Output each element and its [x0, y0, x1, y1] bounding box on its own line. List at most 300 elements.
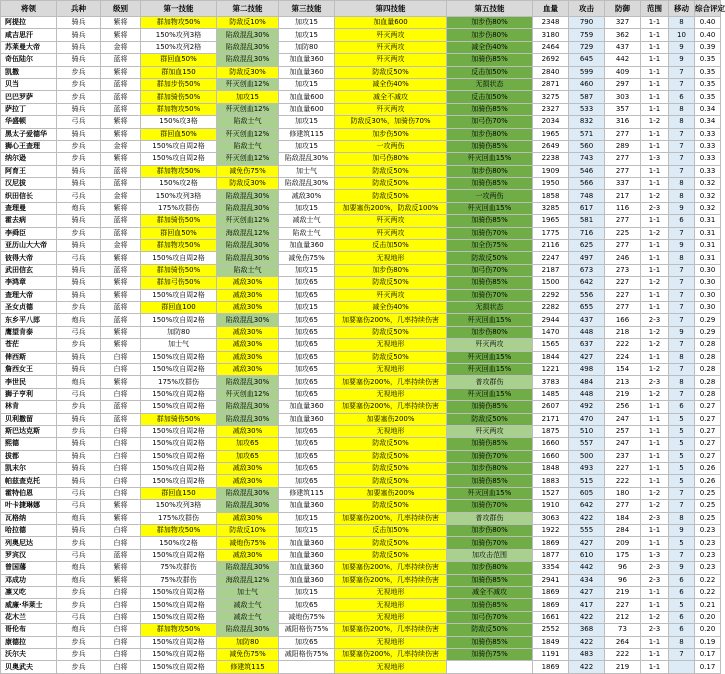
- table-row[interactable]: [1, 91, 721, 103]
- troop-type-cell: 骑兵: [57, 178, 101, 190]
- column-header[interactable]: 防御: [605, 1, 641, 17]
- table-row[interactable]: [1, 376, 721, 388]
- general-name-cell: 圣女贞德: [1, 301, 57, 313]
- rank-cell: 蓝将: [101, 165, 141, 177]
- range-value-cell: 2-3: [641, 574, 669, 586]
- skill-2-cell: 歼灭创血12%: [217, 128, 279, 140]
- skill-1-cell: 群加血150: [141, 66, 217, 78]
- rating-value-cell: 0.25: [695, 487, 721, 499]
- table-body: [1, 17, 721, 674]
- general-name-cell: 花木兰: [1, 611, 57, 623]
- skill-5-cell: 无损状态: [447, 78, 533, 90]
- defense-value-cell: 237: [605, 450, 641, 462]
- move-value-cell: 7: [669, 388, 695, 400]
- skill-5-cell: 加攻击范围: [447, 549, 533, 561]
- defense-value-cell: 222: [605, 339, 641, 351]
- skill-1-cell: 150%攻自周2格: [141, 648, 217, 660]
- table-row[interactable]: [1, 314, 721, 326]
- range-value-cell: 1-2: [641, 487, 669, 499]
- attack-value-cell: 555: [569, 525, 605, 537]
- hp-value-cell: 2649: [533, 140, 569, 152]
- table-row[interactable]: [1, 78, 721, 90]
- hp-value-cell: 2327: [533, 103, 569, 115]
- troop-type-cell: 骑兵: [57, 475, 101, 487]
- rank-cell: 紫将: [101, 66, 141, 78]
- skill-1-cell: 75%攻群伤: [141, 574, 217, 586]
- defense-value-cell: 222: [605, 475, 641, 487]
- move-value-cell: 7: [669, 153, 695, 165]
- skill-1-cell: 150%攻自周2格: [141, 549, 217, 561]
- table-row[interactable]: [1, 153, 721, 165]
- troop-type-cell: 骑兵: [57, 165, 101, 177]
- hp-value-cell: 1950: [533, 178, 569, 190]
- troop-type-cell: 弓兵: [57, 611, 101, 623]
- defense-value-cell: 154: [605, 363, 641, 375]
- general-name-cell: 霍特伯恩: [1, 487, 57, 499]
- troop-type-cell: 骑兵: [57, 463, 101, 475]
- skill-4-cell: 防敌反50%: [335, 450, 447, 462]
- table-row[interactable]: [1, 339, 721, 351]
- defense-value-cell: 184: [605, 512, 641, 524]
- skill-1-cell: 群加物攻50%: [141, 525, 217, 537]
- move-value-cell: 6: [669, 624, 695, 636]
- skill-5-cell: 普攻群伤: [447, 376, 533, 388]
- skill-5-cell: 歼灭回血15%: [447, 351, 533, 363]
- skill-1-cell: 150%攻列3格: [141, 190, 217, 202]
- hp-value-cell: 1470: [533, 326, 569, 338]
- skill-5-cell: 加骑伤85%: [447, 574, 533, 586]
- general-name-cell: 李世民: [1, 376, 57, 388]
- range-value-cell: 2-3: [641, 624, 669, 636]
- range-value-cell: 2-3: [641, 202, 669, 214]
- attack-value-cell: 483: [569, 648, 605, 660]
- skill-5-cell: 歼灭回血15%: [447, 153, 533, 165]
- skill-3-cell: 修建筑115: [279, 128, 335, 140]
- skill-5-cell: 加骑伤85%: [447, 140, 533, 152]
- move-value-cell: 7: [669, 78, 695, 90]
- table-row[interactable]: [1, 227, 721, 239]
- rating-value-cell: 0.33: [695, 140, 721, 152]
- range-value-cell: 1-2: [641, 500, 669, 512]
- skill-4-cell: 防敌反50%: [335, 537, 447, 549]
- skill-2-cell: 加攻65: [217, 438, 279, 450]
- range-value-cell: 1-1: [641, 91, 669, 103]
- table-row[interactable]: [1, 252, 721, 264]
- skill-2-cell: 陷敌混乱30%: [217, 624, 279, 636]
- hp-value-cell: 1500: [533, 277, 569, 289]
- general-name-cell: 彼得大帝: [1, 252, 57, 264]
- troop-type-cell: 骑兵: [57, 54, 101, 66]
- table-row[interactable]: [1, 401, 721, 413]
- table-row[interactable]: [1, 116, 721, 128]
- hp-value-cell: 1660: [533, 438, 569, 450]
- move-value-cell: 6: [669, 586, 695, 598]
- defense-value-cell: 277: [605, 301, 641, 313]
- skill-3-cell: 加攻15: [279, 29, 335, 41]
- move-value-cell: 7: [669, 227, 695, 239]
- attack-value-cell: 557: [569, 438, 605, 450]
- column-header[interactable]: 第一技能: [141, 1, 217, 17]
- skill-4-cell: 防敌反50%: [335, 438, 447, 450]
- defense-value-cell: 218: [605, 326, 641, 338]
- skill-1-cell: 150%攻自周2格: [141, 140, 217, 152]
- column-header[interactable]: 攻击: [569, 1, 605, 17]
- range-value-cell: 1-2: [641, 116, 669, 128]
- range-value-cell: 1-3: [641, 549, 669, 561]
- defense-value-cell: 225: [605, 227, 641, 239]
- table-row[interactable]: [1, 277, 721, 289]
- attack-value-cell: 587: [569, 91, 605, 103]
- table-row[interactable]: [1, 29, 721, 41]
- table-row[interactable]: [1, 351, 721, 363]
- attack-value-cell: 422: [569, 512, 605, 524]
- defense-value-cell: 73: [605, 624, 641, 636]
- rank-cell: 白将: [101, 450, 141, 462]
- table-row[interactable]: [1, 178, 721, 190]
- skill-4-cell: 无视地形: [335, 363, 447, 375]
- range-value-cell: 1-1: [641, 351, 669, 363]
- skill-1-cell: 150%攻自周2格: [141, 611, 217, 623]
- skill-1-cell: 群加物攻50%: [141, 103, 217, 115]
- rank-cell: 紫将: [101, 277, 141, 289]
- skill-5-cell: 加步伤80%: [447, 463, 533, 475]
- hp-value-cell: 2034: [533, 116, 569, 128]
- skill-1-cell: 150%攻自周2格: [141, 314, 217, 326]
- table-row[interactable]: [1, 611, 721, 623]
- table-row[interactable]: [1, 549, 721, 561]
- skill-2-cell: 减免伤75%: [217, 165, 279, 177]
- header-row: [1, 1, 721, 17]
- attack-value-cell: 556: [569, 289, 605, 301]
- skill-5-cell: [447, 661, 533, 673]
- general-name-cell: 霍去病: [1, 215, 57, 227]
- table-row[interactable]: [1, 438, 721, 450]
- range-value-cell: 1-1: [641, 264, 669, 276]
- skill-3-cell: 加攻65: [279, 475, 335, 487]
- column-header[interactable]: 级别: [101, 1, 141, 17]
- troop-type-cell: 弓兵: [57, 116, 101, 128]
- move-value-cell: 7: [669, 66, 695, 78]
- skill-4-cell: 一攻两伤: [335, 140, 447, 152]
- column-header[interactable]: 血量: [533, 1, 569, 17]
- rank-cell: 白将: [101, 636, 141, 648]
- skill-5-cell: 歼灭回血15%: [447, 487, 533, 499]
- hp-value-cell: 2944: [533, 314, 569, 326]
- column-header[interactable]: 范围: [641, 1, 669, 17]
- rating-value-cell: 0.28: [695, 363, 721, 375]
- skill-4-cell: 加要塞伤200%，几率持续伤害: [335, 512, 447, 524]
- rating-value-cell: 0.35: [695, 78, 721, 90]
- table-row[interactable]: [1, 413, 721, 425]
- skill-1-cell: 群加物攻50%: [141, 17, 217, 29]
- general-name-cell: 黑太子爱德华: [1, 128, 57, 140]
- skill-3-cell: 加攻15: [279, 78, 335, 90]
- table-row[interactable]: [1, 301, 721, 313]
- column-header[interactable]: 移动: [669, 1, 695, 17]
- defense-value-cell: 246: [605, 252, 641, 264]
- move-value-cell: 7: [669, 264, 695, 276]
- table-row[interactable]: [1, 165, 721, 177]
- table-row[interactable]: [1, 624, 721, 636]
- rank-cell: 蓝将: [101, 413, 141, 425]
- range-value-cell: 1-1: [641, 537, 669, 549]
- table-row[interactable]: [1, 41, 721, 53]
- table-row[interactable]: [1, 463, 721, 475]
- hp-value-cell: 1883: [533, 475, 569, 487]
- rating-value-cell: 0.33: [695, 153, 721, 165]
- skill-3-cell: 加攻15: [279, 301, 335, 313]
- rating-value-cell: 0.27: [695, 438, 721, 450]
- column-header[interactable]: 兵种: [57, 1, 101, 17]
- skill-5-cell: 加弓伤70%: [447, 264, 533, 276]
- column-header[interactable]: 第四技能: [335, 1, 447, 17]
- range-value-cell: 1-1: [641, 475, 669, 487]
- skill-2-cell: 陷敌混乱30%: [217, 500, 279, 512]
- table-row[interactable]: [1, 388, 721, 400]
- table-row[interactable]: [1, 190, 721, 202]
- skill-4-cell: 防敌反50%: [335, 549, 447, 561]
- troop-type-cell: 弓兵: [57, 549, 101, 561]
- skill-1-cell: 150%攻自周2格: [141, 153, 217, 165]
- skill-5-cell: 歼灭回血15%: [447, 314, 533, 326]
- rating-value-cell: 0.27: [695, 425, 721, 437]
- skill-4-cell: 加要塞伤200%，几率持续伤害: [335, 562, 447, 574]
- rank-cell: 蓝将: [101, 401, 141, 413]
- skill-5-cell: 防敌反50%: [447, 252, 533, 264]
- move-value-cell: 9: [669, 202, 695, 214]
- column-header[interactable]: 第二技能: [217, 1, 279, 17]
- skill-5-cell: 防敌反50%: [447, 624, 533, 636]
- hp-value-cell: 3354: [533, 562, 569, 574]
- table-row[interactable]: [1, 54, 721, 66]
- hp-value-cell: 1660: [533, 450, 569, 462]
- rating-value-cell: 0.26: [695, 475, 721, 487]
- attack-value-cell: 645: [569, 54, 605, 66]
- skill-1-cell: 群加物攻50%: [141, 624, 217, 636]
- table-row[interactable]: [1, 264, 721, 276]
- table-row[interactable]: [1, 636, 721, 648]
- defense-value-cell: 264: [605, 636, 641, 648]
- skill-5-cell: 加步伤80%: [447, 17, 533, 29]
- table-row[interactable]: [1, 326, 721, 338]
- rating-value-cell: 0.30: [695, 264, 721, 276]
- table-row[interactable]: [1, 562, 721, 574]
- table-row[interactable]: [1, 450, 721, 462]
- skill-2-cell: 陷敌混乱30%: [217, 190, 279, 202]
- skill-5-cell: 一攻两伤: [447, 190, 533, 202]
- skill-2-cell: 陷敌混乱30%: [217, 54, 279, 66]
- skill-2-cell: 陷敌士气: [217, 116, 279, 128]
- troop-type-cell: 骑兵: [57, 103, 101, 115]
- defense-value-cell: 219: [605, 388, 641, 400]
- troop-type-cell: 骑兵: [57, 264, 101, 276]
- troop-type-cell: 步兵: [57, 91, 101, 103]
- range-value-cell: 1-2: [641, 388, 669, 400]
- defense-value-cell: 437: [605, 41, 641, 53]
- skill-4-cell: 减全不减攻: [335, 91, 447, 103]
- attack-value-cell: 510: [569, 425, 605, 437]
- column-header[interactable]: 第三技能: [279, 1, 335, 17]
- hp-value-cell: 1221: [533, 363, 569, 375]
- table-row[interactable]: [1, 202, 721, 214]
- range-value-cell: 1-1: [641, 66, 669, 78]
- general-name-cell: 哥伦布: [1, 624, 57, 636]
- range-value-cell: 1-1: [641, 178, 669, 190]
- skill-4-cell: 防敌反50%: [335, 500, 447, 512]
- table-row[interactable]: [1, 487, 721, 499]
- attack-value-cell: 743: [569, 153, 605, 165]
- table-row[interactable]: [1, 574, 721, 586]
- table-row[interactable]: [1, 661, 721, 673]
- skill-4-cell: 无视地形: [335, 661, 447, 673]
- hp-value-cell: 1869: [533, 586, 569, 598]
- range-value-cell: 1-1: [641, 78, 669, 90]
- troop-type-cell: 炮兵: [57, 624, 101, 636]
- hp-value-cell: 1527: [533, 487, 569, 499]
- range-value-cell: 1-1: [641, 128, 669, 140]
- hp-value-cell: 1858: [533, 190, 569, 202]
- skill-2-cell: 减敌30%: [217, 339, 279, 351]
- defense-value-cell: 175: [605, 549, 641, 561]
- move-value-cell: 6: [669, 215, 695, 227]
- skill-1-cell: 150%攻自周2格: [141, 475, 217, 487]
- skill-4-cell: 防敌反50%: [335, 277, 447, 289]
- skill-2-cell: 陷敌混乱30%: [217, 314, 279, 326]
- skill-4-cell: 防敌反50%: [335, 351, 447, 363]
- attack-value-cell: 599: [569, 66, 605, 78]
- skill-3-cell: 加攻15: [279, 202, 335, 214]
- general-name-cell: 凯末尔: [1, 463, 57, 475]
- range-value-cell: 1-1: [641, 54, 669, 66]
- skill-3-cell: 加攻65: [279, 376, 335, 388]
- skill-3-cell: 陷敌混乱30%: [279, 153, 335, 165]
- skill-5-cell: 加步伤80%: [447, 165, 533, 177]
- move-value-cell: 5: [669, 450, 695, 462]
- rank-cell: 蓝将: [101, 301, 141, 313]
- rank-cell: 金将: [101, 190, 141, 202]
- table-row[interactable]: [1, 525, 721, 537]
- rating-value-cell: 0.28: [695, 388, 721, 400]
- skill-1-cell: 加士气: [141, 339, 217, 351]
- attack-value-cell: 434: [569, 574, 605, 586]
- troop-type-cell: 骑兵: [57, 240, 101, 252]
- table-row[interactable]: [1, 363, 721, 375]
- troop-type-cell: 步兵: [57, 66, 101, 78]
- table-row[interactable]: [1, 128, 721, 140]
- skill-4-cell: 防敌反50%: [335, 475, 447, 487]
- range-value-cell: 2-3: [641, 376, 669, 388]
- general-name-cell: 汉尼拔: [1, 178, 57, 190]
- troop-type-cell: 步兵: [57, 599, 101, 611]
- skill-4-cell: 防敌反30%，加骑伤70%: [335, 116, 447, 128]
- rating-value-cell: 0.29: [695, 326, 721, 338]
- range-value-cell: 1-1: [641, 525, 669, 537]
- general-name-cell: 列奥尼达: [1, 537, 57, 549]
- attack-value-cell: 533: [569, 103, 605, 115]
- general-name-cell: 阿提拉: [1, 17, 57, 29]
- defense-value-cell: 257: [605, 425, 641, 437]
- rank-cell: 白将: [101, 599, 141, 611]
- table-row[interactable]: [1, 586, 721, 598]
- attack-value-cell: 492: [569, 401, 605, 413]
- skill-1-cell: 175%攻群伤: [141, 376, 217, 388]
- skill-2-cell: 歼灭创血12%: [217, 215, 279, 227]
- table-row[interactable]: [1, 17, 721, 29]
- range-value-cell: 1-1: [641, 413, 669, 425]
- table-row[interactable]: [1, 512, 721, 524]
- general-name-cell: 贝当: [1, 78, 57, 90]
- skill-5-cell: 加骑伤70%: [447, 537, 533, 549]
- hp-value-cell: 1849: [533, 636, 569, 648]
- move-value-cell: 5: [669, 599, 695, 611]
- skill-3-cell: 加攻65: [279, 277, 335, 289]
- defense-value-cell: 222: [605, 648, 641, 660]
- table-row[interactable]: [1, 500, 721, 512]
- skill-4-cell: 加要塞伤200%，防敌反100%: [335, 202, 447, 214]
- range-value-cell: 1-1: [641, 401, 669, 413]
- general-name-cell: 康德拉: [1, 636, 57, 648]
- skill-5-cell: 加步伤80%: [447, 525, 533, 537]
- table-row[interactable]: [1, 289, 721, 301]
- rating-value-cell: 0.34: [695, 116, 721, 128]
- table-row[interactable]: [1, 648, 721, 660]
- defense-value-cell: 227: [605, 463, 641, 475]
- skill-2-cell: 减敌士气: [217, 599, 279, 611]
- table-row[interactable]: [1, 475, 721, 487]
- general-name-cell: 查理曼: [1, 202, 57, 214]
- skill-1-cell: 群回血150: [141, 487, 217, 499]
- skill-1-cell: 150%攻自周2格: [141, 438, 217, 450]
- general-name-cell: 鹰望肯泰: [1, 326, 57, 338]
- rank-cell: 白将: [101, 525, 141, 537]
- column-header[interactable]: 综合评定: [695, 1, 721, 17]
- table-row[interactable]: [1, 240, 721, 252]
- skill-5-cell: 歼灭两攻: [447, 339, 533, 351]
- attack-value-cell: 515: [569, 475, 605, 487]
- hp-value-cell: 3285: [533, 202, 569, 214]
- skill-4-cell: 无视地形: [335, 636, 447, 648]
- skill-1-cell: 150%攻2格: [141, 537, 217, 549]
- column-header[interactable]: 第五技能: [447, 1, 533, 17]
- rank-cell: 蓝将: [101, 78, 141, 90]
- attack-value-cell: 729: [569, 41, 605, 53]
- skill-2-cell: 歼灭创血12%: [217, 153, 279, 165]
- skill-1-cell: 150%攻3格: [141, 116, 217, 128]
- table-row[interactable]: [1, 599, 721, 611]
- table-row[interactable]: [1, 537, 721, 549]
- rating-value-cell: 0.23: [695, 549, 721, 561]
- table-row[interactable]: [1, 66, 721, 78]
- troop-type-cell: 炮兵: [57, 314, 101, 326]
- move-value-cell: 6: [669, 611, 695, 623]
- skill-4-cell: 反击加50%: [335, 525, 447, 537]
- column-header[interactable]: 将领: [1, 1, 57, 17]
- move-value-cell: [669, 661, 695, 673]
- table-row[interactable]: [1, 425, 721, 437]
- attack-value-cell: 642: [569, 500, 605, 512]
- table-row[interactable]: [1, 215, 721, 227]
- rating-value-cell: 0.26: [695, 463, 721, 475]
- troop-type-cell: 步兵: [57, 425, 101, 437]
- table-row[interactable]: [1, 103, 721, 115]
- hp-value-cell: 1848: [533, 463, 569, 475]
- rank-cell: 白将: [101, 463, 141, 475]
- rank-cell: 白将: [101, 586, 141, 598]
- defense-value-cell: 180: [605, 487, 641, 499]
- skill-5-cell: 加步伤80%: [447, 562, 533, 574]
- move-value-cell: 5: [669, 537, 695, 549]
- table-row[interactable]: [1, 140, 721, 152]
